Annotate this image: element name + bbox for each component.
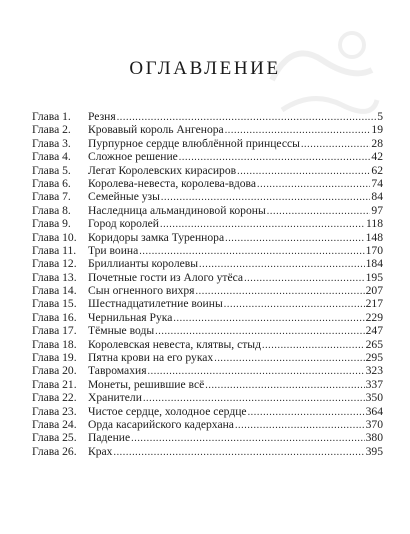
chapter-number: Глава 15. [32,297,77,311]
chapter-title: Королевская невеста, клятвы, стыд [88,337,261,351]
dot-leader [267,205,371,218]
page-number: 265 [365,337,383,351]
chapter-number: Глава 3. [32,136,71,150]
chapter-number: Глава 11. [32,243,77,257]
page-number: 195 [365,270,383,284]
page-number: 84 [371,190,383,204]
chapter-title: Падение [88,431,131,445]
chapter-title: Сын огненного вихря [88,284,195,298]
toc-entry [32,177,383,190]
chapter-title: Чистое сердце, холодное сердце [88,404,247,418]
toc-entry [32,405,383,418]
page-number: 19 [371,123,383,137]
dot-leader [205,379,364,392]
chapter-number: Глава 26. [32,444,77,458]
dot-leader [131,432,364,445]
chapter-number: Глава 21. [32,377,77,391]
toc-entry [32,257,383,270]
toc-entry [32,190,383,203]
chapter-title: Коридоры замка Туреннора [88,230,225,244]
page-number: 350 [365,391,383,405]
chapter-number: Глава 20. [32,364,77,378]
dot-leader [225,232,365,245]
chapter-number: Глава 17. [32,324,77,338]
chapter-title: Хранители [88,391,142,405]
page-number: 207 [365,284,383,298]
toc-entry [32,297,383,310]
chapter-number: Глава 1. [32,110,71,123]
toc-entry [32,137,383,150]
chapter-number: Глава 16. [32,310,77,324]
chapter-title: Крах [88,444,113,458]
toc-entry [32,391,383,404]
dot-leader [225,124,371,137]
dot-leader [143,392,365,405]
chapter-title: Пурпурное сердце влюблённой принцессы [88,136,300,150]
toc-entry [32,217,383,230]
dot-leader [237,165,370,178]
chapter-title: Шестнадцатилетние воины [88,297,223,311]
chapter-number: Глава 19. [32,351,77,365]
toc-entry [32,231,383,244]
chapter-title: Орда касарийского кадерхана [88,417,234,431]
dot-leader [301,138,370,151]
chapter-title: Тёмные воды [88,324,155,338]
chapter-number: Глава 13. [32,270,77,284]
page-number: 370 [365,417,383,431]
chapter-number: Глава 9. [32,217,71,231]
toc-entry [32,244,383,257]
toc-entry [32,150,383,163]
dot-leader [139,245,364,258]
toc-entry [32,164,383,177]
page-number: 229 [365,310,383,324]
chapter-number: Глава 14. [32,284,77,298]
chapter-title: Наследница альмандиновой короны [88,203,266,217]
chapter-title: Легат Королевских кирасиров [88,163,237,177]
chapter-title: Кровавый король Ангенора [88,123,224,137]
chapter-title: Почетные гости из Алого утёса [88,270,244,284]
chapter-number: Глава 10. [32,230,77,244]
chapter-number: Глава 4. [32,150,71,164]
dot-leader [173,312,364,325]
page-number: 170 [365,243,383,257]
chapter-number: Глава 24. [32,417,77,431]
chapter-number: Глава 12. [32,257,77,271]
dot-leader [155,325,364,338]
chapter-number: Глава 5. [32,163,71,177]
dot-leader [179,151,371,164]
toc-entry [32,378,383,391]
chapter-number: Глава 25. [32,431,77,445]
chapter-number: Глава 7. [32,190,71,204]
page-title: ОГЛАВЛЕНИЕ [129,58,281,79]
dot-leader [148,365,365,378]
toc-entry [32,338,383,351]
page-number: 148 [365,230,383,244]
dot-leader [160,218,365,231]
chapter-title: Семейные узы [88,190,160,204]
toc-entry [32,284,383,297]
dot-leader [113,446,364,459]
toc-entry [32,431,383,444]
page-number: 364 [365,404,383,418]
toc-entry [32,271,383,284]
table-of-contents [32,110,383,458]
dot-leader [248,406,365,419]
chapter-number: Глава 8. [32,203,71,217]
page-number: 323 [365,364,383,378]
toc-entry [32,110,383,123]
chapter-title: Сложное решение [88,150,178,164]
dot-leader [235,419,365,432]
dot-leader [224,298,365,311]
page-number: 295 [365,351,383,365]
toc-entry [32,311,383,324]
toc-entry [32,364,383,377]
page-number: 74 [371,176,383,190]
dot-leader [214,352,364,365]
chapter-number: Глава 22. [32,391,77,405]
chapter-number: Глава 2. [32,123,71,137]
chapter-title: Монеты, решившие всё [88,377,205,391]
chapter-number: Глава 23. [32,404,77,418]
dot-leader [262,339,365,352]
dot-leader [196,285,365,298]
dot-leader [199,258,365,271]
chapter-title: Королева-невеста, королева-вдова [88,176,257,190]
chapter-title: Три воина [88,243,139,257]
chapter-title: Чернильная Рука [88,310,173,324]
dot-leader [117,111,377,124]
page-number: 42 [371,150,383,164]
page-number: 184 [365,257,383,271]
chapter-number: Глава 18. [32,337,77,351]
page-number: 118 [366,217,383,231]
page-number: 395 [365,444,383,458]
toc-entry [32,123,383,136]
chapter-title: Резня [88,110,116,123]
chapter-title: Бриллианты королевы [88,257,199,271]
dot-leader [244,272,365,285]
page-number: 247 [365,324,383,338]
dot-leader [257,178,370,191]
chapter-title: Пятна крови на его руках [88,351,214,365]
page-number: 337 [365,377,383,391]
toc-entry [32,204,383,217]
page-number: 97 [371,203,383,217]
page-number: 5 [377,110,383,123]
toc-entry [32,351,383,364]
chapter-title: Тавромахия [88,364,147,378]
chapter-title: Город королей [88,217,159,231]
page-number: 217 [365,297,383,311]
dot-leader [161,191,370,204]
toc-entry [32,324,383,337]
toc-entry [32,445,383,458]
page-number: 62 [371,163,383,177]
toc-entry [32,418,383,431]
chapter-number: Глава 6. [32,176,71,190]
page-number: 28 [371,136,383,150]
page-number: 380 [365,431,383,445]
